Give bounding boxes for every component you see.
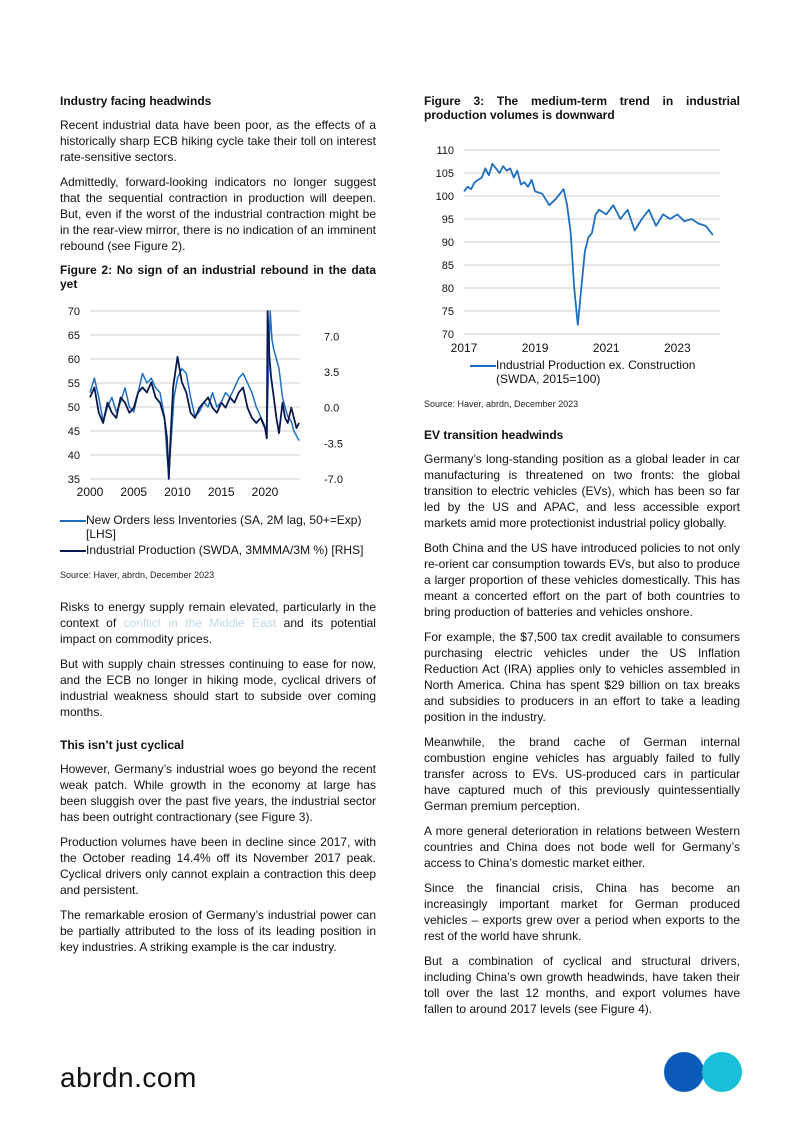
text: and its potential impact on commodity prices. xyxy=(60,616,376,646)
paragraph: A more general deterioration in relations between Western countries and China does not bode well for Germany’s access to China’s domestic market either. xyxy=(424,824,740,870)
logo-dot-light-icon xyxy=(702,1052,742,1092)
legend-label: Industrial Production ex. Construction (SWDA, 2015=100) xyxy=(496,358,696,386)
left-column xyxy=(60,94,376,964)
x-tick-label: 2017 xyxy=(450,341,478,355)
paragraph: Meanwhile, the brand cache of German internal combustion engine vehicles has arguably failed to fully transfer across to EVs. US-produced cars in particular have captured much of this previously quintessentially German premium perception. xyxy=(424,735,740,813)
paragraph: Recent industrial data have been poor, as the effects of a historically sharp ECB hiking cycle take their toll on interest rate-sensitive sectors. xyxy=(60,118,376,164)
y-tick-label: 110 xyxy=(436,145,454,157)
legend-swatch-light xyxy=(470,365,496,367)
y-left-tick-label: 35 xyxy=(67,474,80,486)
series-line-industrial-production xyxy=(464,164,713,325)
text: Risks to energy supply remain elevated, particularly in the context of xyxy=(60,600,376,630)
y-tick-label: 100 xyxy=(435,191,454,203)
section-heading-ev-transition: EV transition headwinds xyxy=(424,428,564,442)
paragraph: Since the financial crisis, China has become an increasingly important market for German produced vehicles – exports grew over a period when exports to the rest of the world have shrunk. xyxy=(424,881,740,943)
paragraph xyxy=(60,599,376,647)
y-right-tick-label: -3.5 xyxy=(324,438,343,451)
y-left-tick-label: 40 xyxy=(67,450,80,462)
logo-dot-dark-icon xyxy=(664,1052,704,1092)
y-tick-label: 75 xyxy=(441,306,454,318)
y-tick-label: 105 xyxy=(435,168,454,180)
figure-3-chart xyxy=(424,126,740,358)
x-tick-label: 2019 xyxy=(521,341,549,355)
link-conflict-middle-east[interactable]: conflict in the Middle East xyxy=(123,616,277,630)
y-tick-label: 80 xyxy=(441,283,454,295)
paragraph: The remarkable erosion of Germany’s industrial power can be partially attributed to the loss of its leading position in key industries. A striking example is the car industry. xyxy=(60,908,376,954)
y-tick-label: 70 xyxy=(441,329,454,341)
legend-item-industrial-production-ex-construction xyxy=(470,358,740,386)
y-left-tick-label: 50 xyxy=(67,402,80,414)
paragraph: For example, the $7,500 tax credit available to consumers purchasing electric vehicles under the US Inflation Reduction Act (IRA) applies only to vehicles assembled in North America. China has spent $29 billion on tax breaks and subsidies to producers in an effort to take a leading position in the industry. xyxy=(424,630,740,724)
x-tick-label: 2021 xyxy=(592,341,620,355)
section-heading-industry-headwinds: Industry facing headwinds xyxy=(60,94,212,108)
figure-2-title: Figure 2: No sign of an industrial rebound in the data yet xyxy=(60,263,376,291)
paragraph: Production volumes have been in decline since 2017, with the October reading 14.4% off its November 2017 peak. Cyclical drivers only cannot explain a contraction this deep and persistent. xyxy=(60,835,376,897)
figure-3-legend xyxy=(424,358,740,386)
y-left-tick-label: 45 xyxy=(67,426,80,438)
paragraph: Both China and the US have introduced policies to not only re-orient car consumption towards EVs, but also to produce a larger proportion of these vehicles domestically. This has meant a concerted effort on the part of both countries to bring production of batteries and vehicles onshore. xyxy=(424,541,740,619)
x-tick-label: 2005 xyxy=(120,485,148,499)
y-right-tick-label: 7.0 xyxy=(324,331,340,344)
abrdn-logo: abrdn.com xyxy=(60,1062,197,1093)
y-left-tick-label: 70 xyxy=(67,306,80,318)
paragraph: Germany’s long-standing position as a global leader in car manufacturing is threatened on two fronts: the global transition to electric vehicles (EVs), which has been so far led by the US and APAC, and less accessible export markets amid more protectionist industrial policy globally. xyxy=(424,452,740,530)
y-tick-label: 90 xyxy=(441,237,454,249)
figure-3-title: Figure 3: The medium-term trend in industrial production volumes is downward xyxy=(424,94,740,122)
y-right-tick-label: -7.0 xyxy=(324,474,343,486)
legend-label: Industrial Production (SWDA, 3MMMA/3M %) [RHS] xyxy=(86,543,364,557)
x-tick-label: 2020 xyxy=(251,485,279,499)
figure-2-chart xyxy=(60,295,376,513)
legend-item-industrial-production xyxy=(60,543,376,557)
y-left-tick-label: 60 xyxy=(67,354,80,366)
figure-2-source: Source: Haver, abrdn, December 2023 xyxy=(60,570,215,580)
y-right-tick-label: 0.0 xyxy=(324,402,340,415)
section-heading-not-just-cyclical: This isn’t just cyclical xyxy=(60,738,185,752)
paragraph: Admittedly, forward-looking indicators no longer suggest that the sequential contraction in production will deepen. But, even if the worst of the industrial contraction might be in the rear-view mirror, there is no indication of an imminent rebound (see Figure 2). xyxy=(60,175,376,253)
x-tick-label: 2023 xyxy=(663,341,691,355)
series-line-industrial-production xyxy=(90,311,299,479)
paragraph: But with supply chain stresses continuing to ease for now, and the ECB no longer in hiking mode, cyclical drivers of industrial weakness should start to subside over coming months. xyxy=(60,657,376,719)
legend-swatch-light xyxy=(60,520,86,522)
legend-label: New Orders less Inventories (SA, 2M lag, 50+=Exp) [LHS] xyxy=(86,513,362,541)
figure-3-source: Source: Haver, abrdn, December 2023 xyxy=(424,399,579,409)
legend-item-new-orders xyxy=(60,513,376,541)
right-column xyxy=(424,94,740,1026)
legend-swatch-dark xyxy=(60,550,86,552)
paragraph: However, Germany’s industrial woes go beyond the recent weak patch. While growth in the economy at large has been sluggish over the past five years, the industrial sector has been outright contractionary (see Figure 3). xyxy=(60,762,376,824)
y-right-tick-label: 3.5 xyxy=(324,367,340,380)
paragraph: But a combination of cyclical and structural drivers, including China’s own growth headwinds, have taken their toll over the last 12 months, and export volumes have fallen to around 2017 levels (see Figure 4). xyxy=(424,954,740,1016)
y-tick-label: 95 xyxy=(441,214,454,226)
y-tick-label: 85 xyxy=(441,260,454,272)
figure-2-legend xyxy=(60,513,376,557)
y-left-tick-label: 65 xyxy=(67,330,80,342)
x-tick-label: 2010 xyxy=(164,485,191,499)
x-tick-label: 2000 xyxy=(76,485,104,499)
y-left-tick-label: 55 xyxy=(67,378,80,390)
x-tick-label: 2015 xyxy=(207,485,235,499)
